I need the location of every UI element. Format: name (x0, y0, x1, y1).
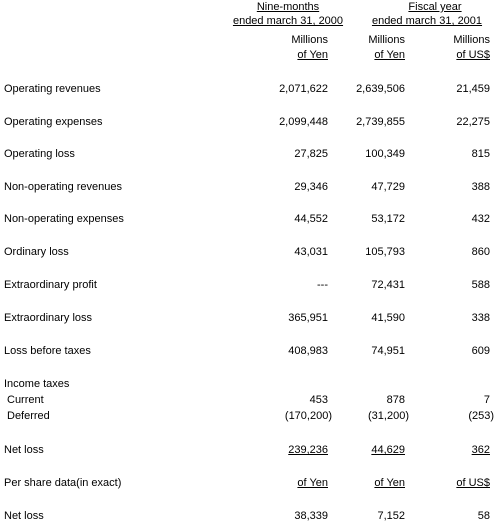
value-ordinary-loss-2001-usd: 860 (471, 246, 490, 258)
value-loss-before-taxes-2001-yen: 74,951 (371, 345, 405, 357)
period1-unit-line2: of Yen (297, 49, 328, 61)
value-extraordinary-loss-2000: 365,951 (288, 312, 328, 324)
row-label-loss-before-taxes: Loss before taxes (4, 345, 91, 357)
value-ordinary-loss-2000: 43,031 (294, 246, 328, 258)
value-loss-before-taxes-2001-usd: 609 (471, 345, 490, 357)
value-current-2000: 453 (309, 394, 328, 406)
period2-yen-unit-line2: of Yen (374, 49, 405, 61)
period2-usd-unit-line2: of US$ (456, 49, 490, 61)
unit-per-share-2001-yen: of Yen (374, 477, 405, 489)
value-operating-revenues-2000: 2,071,622 (279, 83, 328, 95)
period2-usd-unit-line1: Millions (453, 34, 490, 46)
row-label-current: Current (7, 394, 44, 406)
value-non-operating-expenses-2000: 44,552 (294, 213, 328, 225)
period2-yen-unit-line1: Millions (368, 34, 405, 46)
value-extraordinary-profit-2001-usd: 588 (471, 279, 490, 291)
value-ordinary-loss-2001-yen: 105,793 (365, 246, 405, 258)
value-extraordinary-profit-2000: --- (317, 279, 328, 291)
value-net-loss-per-share-2000: 38,339 (294, 510, 328, 522)
row-label-extraordinary-profit: Extraordinary profit (4, 279, 97, 291)
value-deferred-2001-yen: (31,200) (368, 410, 409, 422)
value-operating-expenses-2001-yen: 2,739,855 (356, 116, 405, 128)
value-current-2001-yen: 878 (386, 394, 405, 406)
value-non-operating-revenues-2000: 29,346 (294, 181, 328, 193)
value-non-operating-revenues-2001-yen: 47,729 (371, 181, 405, 193)
row-label-net-loss-per-share: Net loss (4, 510, 44, 522)
period1-header-line2: ended march 31, 2000 (232, 15, 344, 27)
value-deferred-2001-usd: (253) (468, 410, 494, 422)
period2-header-line1: Fiscal year (408, 1, 462, 13)
unit-per-share-2001-usd: of US$ (456, 477, 490, 489)
value-operating-revenues-2001-usd: 21,459 (456, 83, 490, 95)
value-non-operating-expenses-2001-usd: 432 (471, 213, 490, 225)
value-operating-revenues-2001-yen: 2,639,506 (356, 83, 405, 95)
value-extraordinary-loss-2001-usd: 338 (471, 312, 490, 324)
row-label-non-operating-revenues: Non-operating revenues (4, 181, 123, 193)
value-net-loss-per-share-2001-usd: 58 (477, 510, 490, 522)
value-net-loss-per-share-2001-yen: 7,152 (377, 510, 405, 522)
row-label-income-taxes: Income taxes (4, 378, 70, 390)
value-non-operating-expenses-2001-yen: 53,172 (371, 213, 405, 225)
value-extraordinary-loss-2001-yen: 41,590 (371, 312, 405, 324)
row-label-per-share-data: Per share data(in exact) (4, 477, 122, 489)
period1-unit-line1: Millions (291, 34, 328, 46)
value-deferred-2000: (170,200) (284, 410, 332, 422)
row-label-deferred: Deferred (7, 410, 50, 422)
value-non-operating-revenues-2001-usd: 388 (471, 181, 490, 193)
value-net-loss-2000: 239,236 (288, 444, 328, 456)
row-label-ordinary-loss: Ordinary loss (4, 246, 69, 258)
value-extraordinary-profit-2001-yen: 72,431 (371, 279, 405, 291)
period2-header-line2: ended march 31, 2001 (371, 15, 483, 27)
value-operating-loss-2000: 27,825 (294, 148, 328, 160)
value-loss-before-taxes-2000: 408,983 (288, 345, 328, 357)
row-label-operating-expenses: Operating expenses (4, 116, 103, 128)
value-operating-loss-2001-usd: 815 (471, 148, 490, 160)
row-label-operating-loss: Operating loss (4, 148, 75, 160)
period1-header-line1: Nine-months (256, 1, 320, 13)
row-label-operating-revenues: Operating revenues (4, 83, 101, 95)
row-label-extraordinary-loss: Extraordinary loss (4, 312, 93, 324)
row-label-net-loss: Net loss (4, 444, 44, 456)
value-operating-expenses-2000: 2,099,448 (279, 116, 328, 128)
row-label-non-operating-expenses: Non-operating expenses (4, 213, 124, 225)
value-operating-loss-2001-yen: 100,349 (365, 148, 405, 160)
unit-per-share-2000: of Yen (297, 477, 328, 489)
value-net-loss-2001-yen: 44,629 (371, 444, 405, 456)
value-net-loss-2001-usd: 362 (471, 444, 490, 456)
value-operating-expenses-2001-usd: 22,275 (456, 116, 490, 128)
value-current-2001-usd: 7 (483, 394, 490, 406)
